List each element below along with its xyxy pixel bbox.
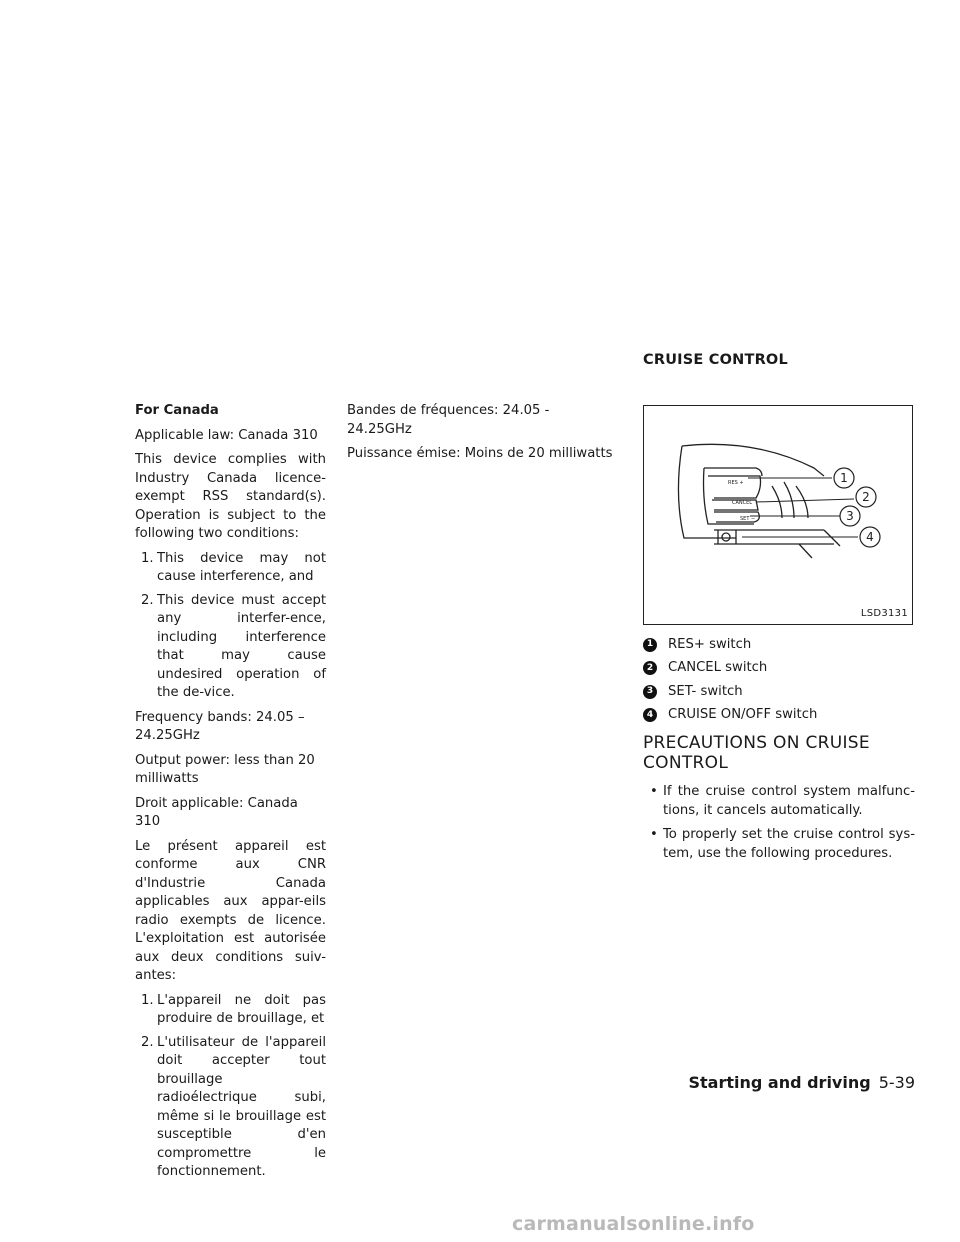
callout-2-number: 2 xyxy=(862,490,870,504)
watermark-link[interactable]: carmanualsonline.info xyxy=(512,1213,755,1235)
conditions-list xyxy=(135,550,326,703)
figure-id: LSD3131 xyxy=(860,607,908,619)
condition-item: 1. This device may not cause interference, and xyxy=(141,550,326,584)
switch-legend xyxy=(643,633,915,727)
fr-conditions-list xyxy=(135,992,326,1182)
condition-item: 2. This device must accept any interfer-ence, including interference that may cause undesired operation of the de-vice. xyxy=(141,592,326,700)
page-number: 5-39 xyxy=(878,1073,915,1092)
legend-item: 4 CRUISE ON/OFF switch xyxy=(643,704,915,728)
output-power: Output power: less than 20 milliwatts xyxy=(135,752,315,786)
cancel-button-label: CANCEL xyxy=(732,500,753,506)
applicable-law: Applicable law: Canada 310 xyxy=(135,427,318,443)
column-left xyxy=(135,402,326,1188)
fr-applicable-law: Droit applicable: Canada 310 xyxy=(135,795,298,829)
callout-1-number: 1 xyxy=(840,471,848,485)
set-button-label: SET − xyxy=(740,516,756,522)
precautions-list xyxy=(643,783,915,863)
fr-output-power: Puissance émise: Moins de 20 milliwatts xyxy=(347,446,613,461)
steering-switch-illustration xyxy=(643,405,913,625)
res-button-label: RES + xyxy=(728,480,744,486)
fr-frequency-bands: Bandes de fréquences: 24.05 - 24.25GHz xyxy=(347,403,550,437)
column-middle xyxy=(347,402,617,470)
compliance-text: This device complies with Industry Canada licence-exempt RSS standard(s). Operation is subject to the following two conditions: xyxy=(135,452,326,541)
frequency-bands: Frequency bands: 24.05 – 24.25GHz xyxy=(135,709,305,743)
legend-item: 1 RES+ switch xyxy=(643,633,915,657)
fr-compliance-text: Le présent appareil est conforme aux CNR d'Industrie Canada applicables aux appar-eils radio exempts de licence. L'exploitation est autorisée aux deux conditions suiv-antes: xyxy=(135,838,326,983)
fr-condition-item: 1. L'appareil ne doit pas produire de brouillage, et xyxy=(141,992,326,1026)
precautions-heading: PRECAUTIONS ON CRUISE CONTROL xyxy=(643,733,870,773)
steering-wheel-drawing xyxy=(644,406,912,624)
number-badge: 2 xyxy=(643,661,657,675)
callout-4-number: 4 xyxy=(866,530,874,544)
number-badge: 3 xyxy=(643,685,657,699)
precaution-item: • To properly set the cruise control sys-tem, use the following procedures. xyxy=(643,826,915,863)
page-footer xyxy=(688,1074,915,1093)
precaution-item: • If the cruise control system malfunc-tions, it cancels automatically. xyxy=(643,783,915,820)
column-right xyxy=(643,402,915,869)
callout-3-number: 3 xyxy=(846,509,854,523)
legend-item: 2 CANCEL switch xyxy=(643,657,915,681)
number-badge: 1 xyxy=(643,638,657,652)
number-badge: 4 xyxy=(643,708,657,722)
cruise-icon xyxy=(722,533,730,541)
fr-condition-item: 2. L'utilisateur de l'appareil doit accepter tout brouillage radioélectrique subi, même si le brouillage est susceptible d'en compromettre le fonctionnement. xyxy=(141,1034,326,1179)
section-title: CRUISE CONTROL xyxy=(643,352,788,368)
chapter-title: Starting and driving xyxy=(688,1073,871,1092)
legend-item: 3 SET- switch xyxy=(643,680,915,704)
canada-heading: For Canada xyxy=(135,403,219,418)
